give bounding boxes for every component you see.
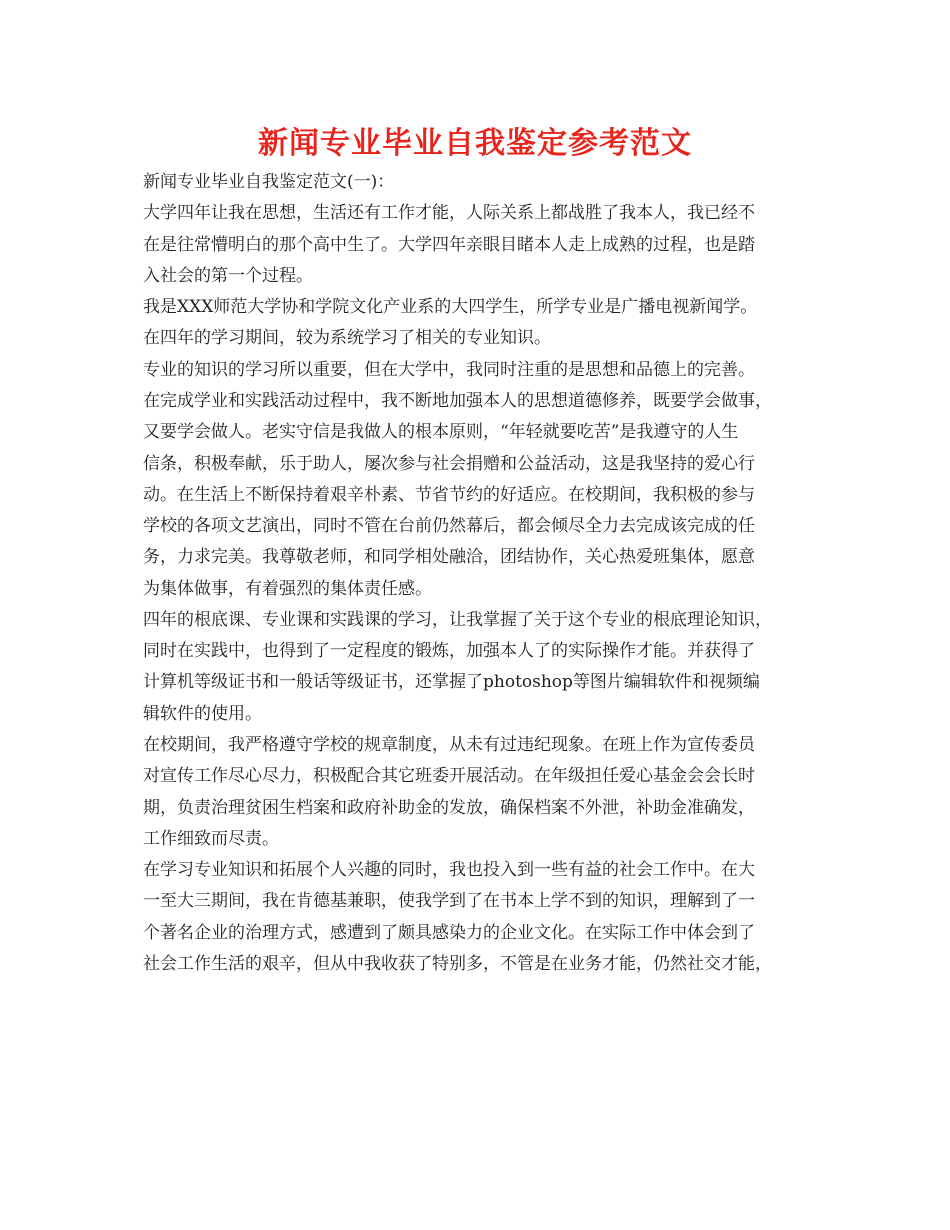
text-line: 又要学会做人。老实守信是我做人的根本原则，“年轻就要吃苦”是我遵守的人生 (143, 422, 739, 443)
text-line: 专业的知识的学习所以重要，但在大学中，我同时注重的是思想和品德上的完善。 (143, 359, 755, 380)
text-line: 务，力求完美。我尊敬老师，和同学相处融洽，团结协作，关心热爱班集体，愿意 (143, 547, 755, 568)
text-line: 信条，积极奉献，乐于助人，屡次参与社会捐赠和公益活动，这是我坚持的爱心行 (143, 453, 755, 474)
text-line: 对宣传工作尽心尽力，积极配合其它班委开展活动。在年级担任爱心基金会会长时 (143, 766, 755, 787)
text-line: 计算机等级证书和一般话等级证书，还掌握了photoshop等图片编辑软件和视频编 (143, 672, 760, 693)
text-line: 工作细致而尽责。 (143, 828, 279, 849)
text-line: 个著名企业的治理方式，感遭到了颇具感染力的企业文化。在实际工作中体会到了 (143, 922, 755, 943)
text-line: 学校的各项文艺演出，同时不管在台前仍然幕后，都会倾尽全力去完成该完成的任 (143, 516, 755, 537)
text-line: 大学四年让我在思想，生活还有工作才能，人际关系上都战胜了我本人，我已经不 (143, 203, 755, 224)
text-line: 新闻专业毕业自我鉴定范文(一)： (143, 172, 395, 192)
text-line: 在校期间，我严格遵守学校的规章制度，从未有过违纪现象。在班上作为宣传委员 (143, 735, 755, 756)
text-line: 一至大三期间，我在肯德基兼职，使我学到了在书本上学不到的知识，理解到了一 (143, 891, 755, 912)
text-line: 社会工作生活的艰辛，但从中我收获了特别多，不管是在业务才能，仍然社交才能， (143, 954, 772, 974)
text-line: 在是往常懵明白的那个高中生了。大学四年亲眼目睹本人走上成熟的过程，也是踏 (143, 234, 755, 255)
text-line: 在完成学业和实践活动过程中，我不断地加强本人的思想道德修养，既要学会做事， (143, 390, 772, 411)
text-line: 我是XXX师范大学协和学院文化产业系的大四学生，所学专业是广播电视新闻学。 (143, 297, 758, 318)
document-title: 新闻专业毕业自我鉴定参考范文 (258, 126, 692, 161)
text-line: 动。在生活上不断保持着艰辛朴素、节省节约的好适应。在校期间，我积极的参与 (143, 484, 755, 505)
text-line: 入社会的第一个过程。 (143, 265, 313, 286)
text-line: 为集体做事，有着强烈的集体责任感。 (143, 578, 432, 599)
text-line: 四年的根底课、专业课和实践课的学习，让我掌握了关于这个专业的根底理论知识， (143, 609, 772, 630)
text-line: 在四年的学习期间，较为系统学习了相关的专业知识。 (143, 328, 551, 349)
text-line: 期，负责治理贫困生档案和政府补助金的发放，确保档案不外泄，补助金准确发， (143, 797, 755, 818)
text-line: 在学习专业知识和拓展个人兴趣的同时，我也投入到一些有益的社会工作中。在大 (143, 860, 755, 881)
text-line: 同时在实践中，也得到了一定程度的锻炼，加强本人了的实际操作才能。并获得了 (143, 641, 755, 662)
text-line: 辑软件的使用。 (143, 703, 262, 724)
